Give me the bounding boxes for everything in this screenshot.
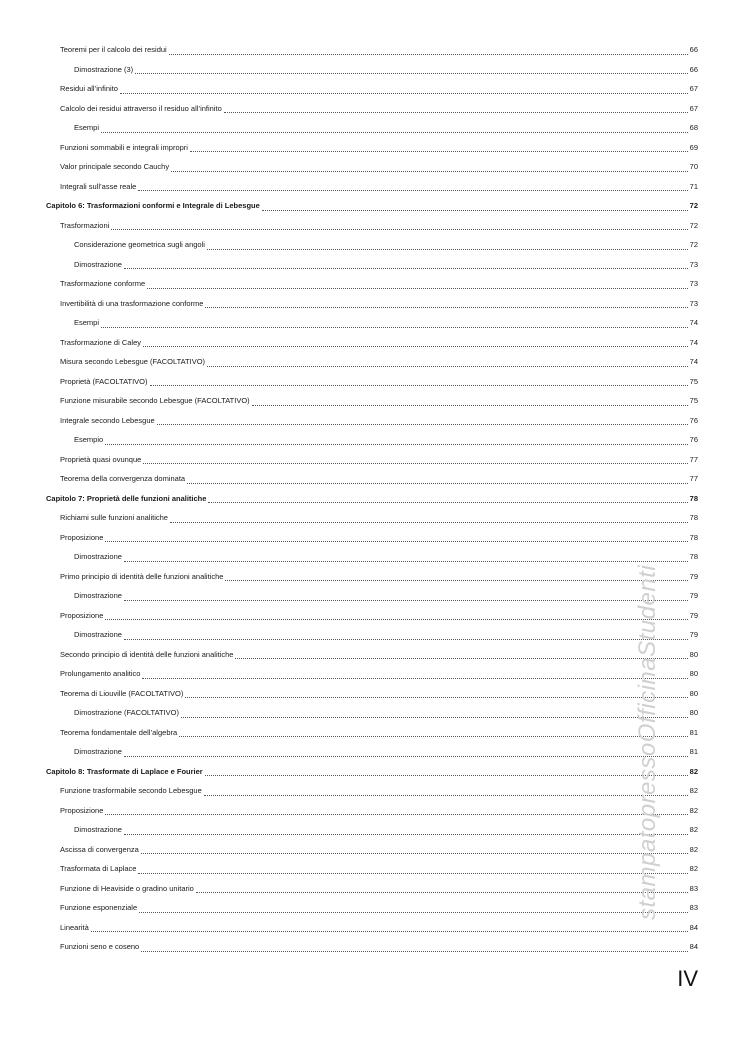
toc-entry-title: Esempi (74, 123, 100, 132)
toc-dot-leader (142, 677, 687, 679)
toc-entry-title: Trasformata di Laplace (60, 864, 137, 873)
toc-entry-page: 79 (689, 571, 698, 581)
toc-entry-title: Funzione esponenziale (60, 903, 138, 912)
toc-entry-page: 81 (689, 747, 698, 756)
toc-entry-page: 77 (689, 474, 698, 483)
toc-entry-page: 80 (689, 669, 698, 678)
toc-entry-title: Capitolo 7: Proprietà delle funzioni analitiche (46, 493, 207, 503)
toc-dot-leader (169, 53, 688, 55)
toc-entry-title: Dimostrazione (74, 630, 122, 639)
toc-section-entry[interactable] (0, 528, 744, 548)
toc-entry-page: 66 (689, 45, 698, 54)
toc-dot-leader (124, 599, 688, 601)
toc-dot-leader (91, 930, 688, 932)
toc-dot-leader (143, 462, 687, 464)
toc-entry-page: 82 (689, 864, 698, 873)
toc-subsection-entry[interactable] (0, 430, 744, 450)
toc-entry-page: 76 (689, 415, 698, 425)
toc-entry-page: 72 (689, 220, 698, 230)
toc-entry-page: 75 (689, 376, 698, 386)
toc-section-entry[interactable] (0, 664, 744, 684)
toc-section-entry[interactable] (0, 99, 744, 119)
toc-dot-leader (224, 111, 688, 113)
toc-entry-page: 67 (689, 84, 698, 93)
toc-section-entry[interactable] (0, 333, 744, 353)
toc-dot-leader (157, 423, 688, 425)
toc-entry-title: Capitolo 6: Trasformazioni conformi e Integrale di Lebesgue (46, 201, 260, 210)
toc-entry-title: Linearità (60, 922, 89, 932)
toc-entry-page: 73 (689, 259, 698, 269)
toc-chapter-entry[interactable] (0, 762, 744, 782)
toc-entry-page: 78 (689, 493, 698, 503)
toc-dot-leader (196, 891, 688, 893)
toc-section-entry[interactable] (0, 781, 744, 801)
toc-section-entry[interactable] (0, 918, 744, 938)
toc-dot-leader (150, 384, 688, 386)
toc-dot-leader (204, 794, 688, 796)
toc-entry-title: Valor principale secondo Cauchy (60, 162, 170, 171)
toc-section-entry[interactable] (0, 859, 744, 879)
toc-dot-leader (138, 189, 687, 191)
toc-section-entry[interactable] (0, 372, 744, 392)
toc-entry-page: 79 (689, 591, 698, 600)
toc-entry-title: Esempio (74, 435, 104, 444)
toc-section-entry[interactable] (0, 469, 744, 489)
toc-dot-leader (143, 345, 688, 347)
toc-entry-page: 74 (689, 357, 698, 366)
toc-entry-title: Misura secondo Lebesgue (FACOLTATIVO) (60, 357, 206, 366)
toc-entry-page: 78 (689, 513, 698, 522)
toc-entry-title: Funzione di Heaviside o gradino unitario (60, 883, 194, 893)
toc-entry-title: Trasformazione conforme (60, 279, 146, 288)
toc-section-entry[interactable] (0, 801, 744, 821)
watermark: stampatopressoOfficinaStudenti (634, 564, 661, 920)
toc-subsection-entry[interactable] (0, 235, 744, 255)
toc-dot-leader (124, 755, 688, 757)
toc-entry-page: 82 (689, 766, 698, 776)
toc-subsection-entry[interactable] (0, 547, 744, 567)
toc-entry-title: Invertibilità di una trasformazione conforme (60, 298, 204, 308)
toc-section-entry[interactable] (0, 352, 744, 372)
toc-entry-page: 75 (689, 396, 698, 405)
toc-section-entry[interactable] (0, 157, 744, 177)
toc-dot-leader (120, 92, 688, 94)
toc-section-entry[interactable] (0, 840, 744, 860)
toc-entry-page: 79 (689, 610, 698, 620)
toc-entry-title: Integrale secondo Lebesgue (60, 415, 155, 425)
toc-entry-title: Dimostrazione (FACOLTATIVO) (74, 708, 180, 717)
toc-dot-leader (187, 482, 688, 484)
toc-entry-page: 82 (689, 825, 698, 834)
toc-entry-title: Proprietà quasi ovunque (60, 454, 142, 464)
toc-entry-page: 80 (689, 708, 698, 717)
toc-entry-page: 74 (689, 337, 698, 347)
toc-section-entry[interactable] (0, 294, 744, 314)
toc-entry-title: Dimostrazione (74, 747, 122, 756)
toc-entry-page: 81 (689, 727, 698, 737)
toc-entry-page: 69 (689, 142, 698, 152)
toc-entry-page: 77 (689, 454, 698, 464)
toc-section-entry[interactable] (0, 216, 744, 236)
toc-subsection-entry[interactable] (0, 586, 744, 606)
toc-entry-title: Prolungamento analitico (60, 669, 141, 678)
toc-dot-leader (235, 657, 687, 659)
toc-dot-leader (101, 131, 688, 133)
toc-entry-title: Primo principio di identità delle funzioni analitiche (60, 571, 224, 581)
toc-entry-page: 80 (689, 688, 698, 698)
toc-dot-leader (181, 716, 688, 718)
toc-dot-leader (185, 696, 687, 698)
toc-entry-page: 73 (689, 279, 698, 288)
toc-entry-page: 83 (689, 903, 698, 912)
toc-entry-page: 80 (689, 649, 698, 659)
toc-entry-title: Richiami sulle funzioni analitiche (60, 513, 168, 522)
toc-entry-page: 68 (689, 123, 698, 132)
toc-entry-page: 71 (689, 181, 698, 191)
toc-section-entry[interactable] (0, 391, 744, 411)
toc-subsection-entry[interactable] (0, 703, 744, 723)
toc-entry-title: Trasformazione di Caley (60, 337, 142, 347)
toc-entry-page: 66 (689, 64, 698, 74)
toc-entry-title: Considerazione geometrica sugli angoli (74, 240, 205, 249)
toc-entry-page: 73 (689, 298, 698, 308)
toc-dot-leader (207, 248, 688, 250)
toc-section-entry[interactable] (0, 138, 744, 158)
toc-entry-title: Esempi (74, 318, 100, 327)
toc-section-entry[interactable] (0, 411, 744, 431)
toc-entry-title: Calcolo dei residui attraverso il residuo all’infinito (60, 103, 222, 113)
toc-section-entry[interactable] (0, 177, 744, 197)
toc-dot-leader (105, 813, 687, 815)
toc-entry-page: 82 (689, 786, 698, 795)
toc-dot-leader (141, 950, 687, 952)
toc-dot-leader (170, 521, 688, 523)
toc-dot-leader (105, 540, 687, 542)
toc-entry-title: Dimostrazione (3) (74, 64, 134, 74)
toc-dot-leader (101, 326, 688, 328)
toc-dot-leader (124, 560, 688, 562)
toc-entry-title: Proposizione (60, 805, 104, 815)
toc-subsection-entry[interactable] (0, 118, 744, 138)
toc-section-entry[interactable] (0, 606, 744, 626)
toc-entry-page: 67 (689, 103, 698, 113)
toc-entry-title: Dimostrazione (74, 552, 122, 561)
toc-entry-title: Dimostrazione (74, 259, 122, 269)
toc-entry-page: 78 (689, 552, 698, 561)
toc-entry-page: 82 (689, 805, 698, 815)
toc-dot-leader (135, 72, 687, 74)
page-number: IV (677, 966, 698, 991)
toc-dot-leader (208, 501, 687, 503)
toc-entry-title: Residui all’infinito (60, 84, 118, 93)
toc-subsection-entry[interactable] (0, 255, 744, 275)
toc-entry-page: 70 (689, 162, 698, 171)
toc-dot-leader (139, 911, 688, 913)
toc-chapter-entry[interactable] (0, 489, 744, 509)
toc-section-entry[interactable] (0, 645, 744, 665)
toc-entry-page: 72 (689, 201, 698, 210)
toc-dot-leader (124, 638, 688, 640)
toc-entry-page: 83 (689, 883, 698, 893)
toc-entry-title: Teoremi per il calcolo dei residui (60, 45, 167, 54)
toc-entry-page: 84 (689, 942, 698, 951)
toc-dot-leader (141, 852, 688, 854)
toc-entry-page: 72 (689, 240, 698, 249)
toc-dot-leader (262, 209, 688, 211)
toc-section-entry[interactable] (0, 508, 744, 528)
toc-dot-leader (105, 618, 687, 620)
toc-entry-title: Proposizione (60, 532, 104, 542)
toc-entry-title: Funzione misurabile secondo Lebesgue (FACOLTATIVO) (60, 396, 250, 405)
toc-section-entry[interactable] (0, 40, 744, 60)
toc-subsection-entry[interactable] (0, 313, 744, 333)
toc-subsection-entry[interactable] (0, 820, 744, 840)
table-of-contents (0, 40, 744, 957)
toc-dot-leader (124, 833, 688, 835)
toc-dot-leader (207, 365, 688, 367)
toc-entry-title: Funzioni sommabili e integrali impropri (60, 142, 188, 152)
toc-chapter-entry[interactable] (0, 196, 744, 216)
toc-dot-leader (225, 579, 687, 581)
toc-dot-leader (190, 150, 688, 152)
toc-entry-title: Capitolo 8: Trasformate di Laplace e Fourier (46, 766, 203, 776)
toc-entry-title: Teorema della convergenza dominata (60, 474, 186, 483)
toc-section-entry[interactable] (0, 937, 744, 957)
toc-dot-leader (179, 735, 687, 737)
toc-entry-page: 82 (689, 844, 698, 854)
toc-entry-title: Proposizione (60, 610, 104, 620)
toc-section-entry[interactable] (0, 79, 744, 99)
toc-entry-title: Trasformazioni (60, 220, 110, 230)
toc-subsection-entry[interactable] (0, 625, 744, 645)
toc-section-entry[interactable] (0, 450, 744, 470)
toc-dot-leader (124, 267, 688, 269)
toc-entry-page: 84 (689, 922, 698, 932)
toc-dot-leader (138, 872, 687, 874)
toc-entry-title: Proprietà (FACOLTATIVO) (60, 376, 148, 386)
toc-entry-title: Teorema fondamentale dell’algebra (60, 727, 178, 737)
toc-entry-title: Dimostrazione (74, 825, 122, 834)
toc-entry-page: 74 (689, 318, 698, 327)
toc-dot-leader (147, 287, 687, 289)
toc-entry-title: Ascissa di convergenza (60, 844, 139, 854)
toc-entry-title: Secondo principio di identità delle funzioni analitiche (60, 649, 234, 659)
toc-section-entry[interactable] (0, 723, 744, 743)
toc-dot-leader (205, 774, 688, 776)
toc-entry-title: Funzioni seno e coseno (60, 942, 140, 951)
toc-section-entry[interactable] (0, 879, 744, 899)
toc-dot-leader (205, 306, 687, 308)
toc-entry-title: Funzione trasformabile secondo Lebesgue (60, 786, 202, 795)
toc-entry-page: 79 (689, 630, 698, 639)
toc-entry-page: 78 (689, 532, 698, 542)
toc-entry-title: Integrali sull’asse reale (60, 181, 137, 191)
toc-section-entry[interactable] (0, 898, 744, 918)
toc-dot-leader (111, 228, 687, 230)
toc-dot-leader (171, 170, 688, 172)
toc-dot-leader (105, 443, 687, 445)
toc-entry-page: 76 (689, 435, 698, 444)
toc-dot-leader (252, 404, 688, 406)
toc-section-entry[interactable] (0, 684, 744, 704)
toc-entry-title: Teorema di Liouville (FACOLTATIVO) (60, 688, 184, 698)
toc-subsection-entry[interactable] (0, 60, 744, 80)
toc-section-entry[interactable] (0, 274, 744, 294)
toc-subsection-entry[interactable] (0, 742, 744, 762)
toc-entry-title: Dimostrazione (74, 591, 122, 600)
toc-section-entry[interactable] (0, 567, 744, 587)
